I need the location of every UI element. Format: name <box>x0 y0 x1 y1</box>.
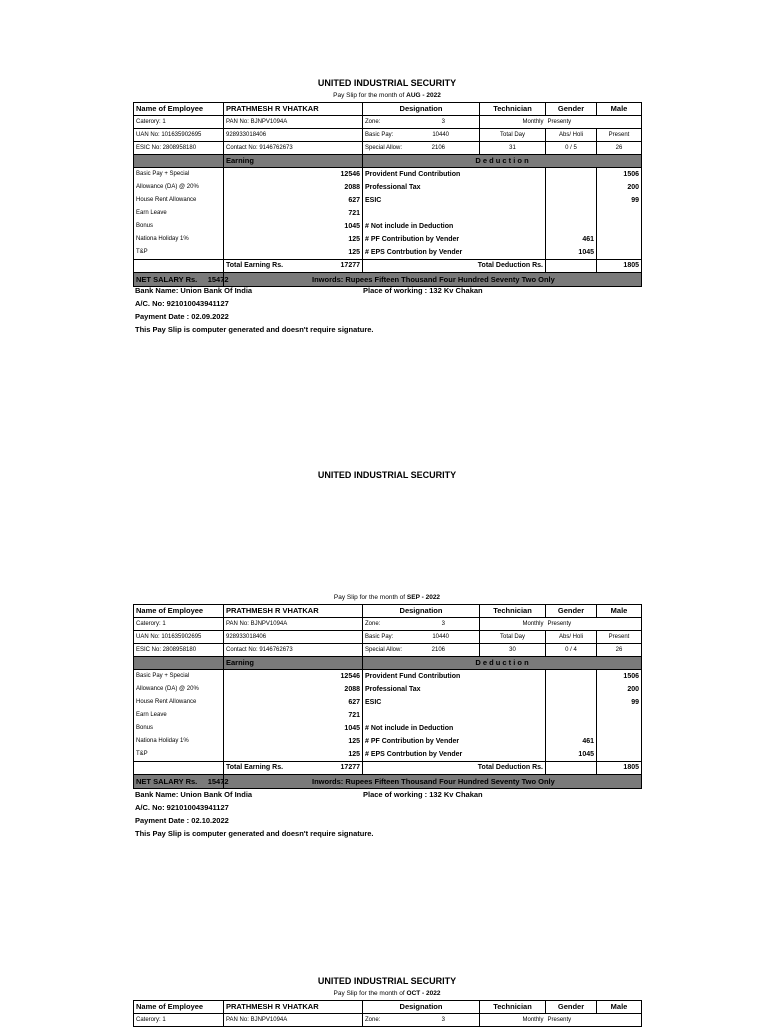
esic-number: ESIC No: 2808958180 <box>134 644 224 657</box>
earning-amount: 125 <box>224 735 363 748</box>
earning-item: Earn Leave <box>134 207 224 220</box>
earning-amount: 1045 <box>224 722 363 735</box>
designation-value: Technician <box>480 1001 546 1014</box>
total-deduction-label: Total Deduction Rs. <box>363 762 546 775</box>
earning-amount: 1045 <box>224 220 363 233</box>
gender-label: Gender <box>546 1001 597 1014</box>
deduction-mid <box>546 181 597 194</box>
earning-amount: 125 <box>224 246 363 260</box>
payslip-aug <box>133 76 641 336</box>
earning-item: Earn Leave <box>134 709 224 722</box>
aadhar-number: 928933018406 <box>224 129 363 142</box>
designation-value: Technician <box>480 103 546 116</box>
payment-date: Payment Date : 02.10.2022 <box>135 816 229 825</box>
deduction-amount: 1506 <box>597 670 642 684</box>
payslip-oct <box>133 974 641 1024</box>
deduction-header: D e d u c t i o n <box>363 657 642 670</box>
place-of-working: Place of working : 132 Kv Chakan <box>363 286 483 295</box>
present-label: Present <box>597 129 642 142</box>
deduction-amount <box>597 220 642 233</box>
earning-amount: 627 <box>224 696 363 709</box>
designation-value: Technician <box>480 605 546 618</box>
payslip-subtitle: Pay Slip for the month of AUG - 2022 <box>333 92 441 99</box>
deduction-item: ESIC <box>363 194 546 207</box>
basic-pay: Basic Pay: 10440 <box>363 129 480 142</box>
deduction-amount <box>597 735 642 748</box>
contact-number: Contact No: 9146762673 <box>224 644 363 657</box>
earning-item: House Rent Allowance <box>134 696 224 709</box>
earning-item: House Rent Allowance <box>134 194 224 207</box>
deduction-amount: 200 <box>597 683 642 696</box>
deduction-mid <box>546 709 597 722</box>
total-deduction-value: 1805 <box>597 762 642 775</box>
total-earning: Total Earning Rs. 17277 <box>224 260 363 273</box>
net-inwords: Inwords: Rupees Fifteen Thousand Four Hundred Seventy Two Only <box>224 273 642 287</box>
total-day-label: Total Day <box>480 129 546 142</box>
deduction-amount: 99 <box>597 696 642 709</box>
company-title: UNITED INDUSTRIAL SECURITY <box>317 976 457 986</box>
name-label: Name of Employee <box>134 1001 224 1014</box>
designation-label: Designation <box>363 1001 480 1014</box>
net-salary: NET SALARY Rs. 15472 <box>134 775 224 789</box>
account-number: A/C. No: 921010043941127 <box>135 299 229 308</box>
computer-generated-note: This Pay Slip is computer generated and doesn't require signature. <box>135 829 374 838</box>
deduction-amount: 1506 <box>597 168 642 182</box>
deduction-mid <box>546 220 597 233</box>
pan-number: PAN No: BJNPV1094A <box>224 618 363 631</box>
special-allowance: Special Allow: 2106 <box>363 142 480 155</box>
earning-item: Bonus <box>134 220 224 233</box>
deduction-amount: 99 <box>597 194 642 207</box>
abs-holi-label: Abs/ Holi <box>546 631 597 644</box>
deduction-mid: 461 <box>546 233 597 246</box>
deduction-item <box>363 709 546 722</box>
earning-amount: 125 <box>224 748 363 762</box>
earning-item: Basic Pay + Special <box>134 168 224 182</box>
deduction-item <box>363 207 546 220</box>
deduction-item: # EPS Contrbution by Vender <box>363 748 546 762</box>
deduction-mid: 1045 <box>546 246 597 260</box>
presenty-label: Presenty <box>546 618 642 631</box>
total-day-label: Total Day <box>480 631 546 644</box>
earning-header: Earning <box>224 155 363 168</box>
deduction-amount <box>597 748 642 762</box>
earning-item: Nationa Holiday 1% <box>134 735 224 748</box>
gender-label: Gender <box>546 103 597 116</box>
earning-item: Allowance (DA) @ 20% <box>134 683 224 696</box>
employee-name: PRATHMESH R VHATKAR <box>224 1001 363 1014</box>
deduction-item: # Not include in Deduction <box>363 220 546 233</box>
gender-value: Male <box>597 103 642 116</box>
payment-date: Payment Date : 02.09.2022 <box>135 312 229 321</box>
present-value: 26 <box>597 142 642 155</box>
deduction-header: D e d u c t i o n <box>363 155 642 168</box>
company-title: UNITED INDUSTRIAL SECURITY <box>317 470 457 480</box>
earning-amount: 12546 <box>224 168 363 182</box>
total-day-value: 31 <box>480 142 546 155</box>
deduction-mid <box>546 722 597 735</box>
deduction-item: ESIC <box>363 696 546 709</box>
earning-item: T&P <box>134 246 224 260</box>
zone: Zone: 3 <box>363 116 480 129</box>
abs-holi-value: 0 / 5 <box>546 142 597 155</box>
monthly-label: Monthly <box>480 116 546 129</box>
present-label: Present <box>597 631 642 644</box>
pan-number: PAN No: BJNPV1094A <box>224 1014 363 1027</box>
presenty-label: Presenty <box>546 1014 642 1027</box>
payslip-subtitle: Pay Slip for the month of OCT - 2022 <box>333 990 441 997</box>
deduction-amount <box>597 709 642 722</box>
esic-number: ESIC No: 2808958180 <box>134 142 224 155</box>
earning-item: Basic Pay + Special <box>134 670 224 684</box>
gender-value: Male <box>597 1001 642 1014</box>
employee-name: PRATHMESH R VHATKAR <box>224 605 363 618</box>
earning-amount: 2088 <box>224 181 363 194</box>
deduction-item: Professional Tax <box>363 181 546 194</box>
zone: Zone: 3 <box>363 1014 480 1027</box>
total-deduction-label: Total Deduction Rs. <box>363 260 546 273</box>
bank-name: Bank Name: Union Bank Of India <box>135 286 253 295</box>
deduction-item: # PF Contribution by Vender <box>363 233 546 246</box>
special-allowance: Special Allow: 2106 <box>363 644 480 657</box>
uan-number: UAN No: 101635902695 <box>134 129 224 142</box>
abs-holi-label: Abs/ Holi <box>546 129 597 142</box>
designation-label: Designation <box>363 103 480 116</box>
monthly-label: Monthly <box>480 618 546 631</box>
deduction-item: # Not include in Deduction <box>363 722 546 735</box>
basic-pay: Basic Pay: 10440 <box>363 631 480 644</box>
gender-label: Gender <box>546 605 597 618</box>
deduction-mid <box>546 168 597 182</box>
total-earning: Total Earning Rs. 17277 <box>224 762 363 775</box>
pan-number: PAN No: BJNPV1094A <box>224 116 363 129</box>
deduction-item: # PF Contribution by Vender <box>363 735 546 748</box>
deduction-item: # EPS Contrbution by Vender <box>363 246 546 260</box>
net-inwords: Inwords: Rupees Fifteen Thousand Four Hundred Seventy Two Only <box>224 775 642 789</box>
deduction-amount <box>597 722 642 735</box>
deduction-mid <box>546 696 597 709</box>
payslip-table <box>133 1000 642 1027</box>
category: Caterory: 1 <box>134 618 224 631</box>
earning-amount: 721 <box>224 207 363 220</box>
earning-item: T&P <box>134 748 224 762</box>
uan-number: UAN No: 101635902695 <box>134 631 224 644</box>
earning-item: Bonus <box>134 722 224 735</box>
gender-value: Male <box>597 605 642 618</box>
employee-name: PRATHMESH R VHATKAR <box>224 103 363 116</box>
account-number: A/C. No: 921010043941127 <box>135 803 229 812</box>
earning-amount: 721 <box>224 709 363 722</box>
earning-amount: 2088 <box>224 683 363 696</box>
total-day-value: 30 <box>480 644 546 657</box>
deduction-mid <box>546 683 597 696</box>
name-label: Name of Employee <box>134 103 224 116</box>
earning-amount: 125 <box>224 233 363 246</box>
earning-item: Nationa Holiday 1% <box>134 233 224 246</box>
payslip-subtitle: Pay Slip for the month of SEP - 2022 <box>333 594 441 601</box>
bank-name: Bank Name: Union Bank Of India <box>135 790 253 799</box>
net-salary: NET SALARY Rs. 15472 <box>134 273 224 287</box>
computer-generated-note: This Pay Slip is computer generated and doesn't require signature. <box>135 325 374 334</box>
category: Caterory: 1 <box>134 1014 224 1027</box>
deduction-mid: 1045 <box>546 748 597 762</box>
deduction-amount: 200 <box>597 181 642 194</box>
deduction-amount <box>597 233 642 246</box>
abs-holi-value: 0 / 4 <box>546 644 597 657</box>
zone: Zone: 3 <box>363 618 480 631</box>
earning-amount: 12546 <box>224 670 363 684</box>
deduction-item: Professional Tax <box>363 683 546 696</box>
aadhar-number: 928933018406 <box>224 631 363 644</box>
present-value: 26 <box>597 644 642 657</box>
earning-amount: 627 <box>224 194 363 207</box>
earning-header: Earning <box>224 657 363 670</box>
contact-number: Contact No: 9146762673 <box>224 142 363 155</box>
deduction-amount <box>597 207 642 220</box>
deduction-mid: 461 <box>546 735 597 748</box>
presenty-label: Presenty <box>546 116 642 129</box>
place-of-working: Place of working : 132 Kv Chakan <box>363 790 483 799</box>
deduction-item: Provident Fund Contribution <box>363 670 546 684</box>
total-deduction-value: 1805 <box>597 260 642 273</box>
deduction-mid <box>546 194 597 207</box>
payslip-table <box>133 604 642 789</box>
name-label: Name of Employee <box>134 605 224 618</box>
company-title: UNITED INDUSTRIAL SECURITY <box>317 78 457 88</box>
deduction-item: Provident Fund Contribution <box>363 168 546 182</box>
payslip-sep <box>133 590 641 840</box>
deduction-amount <box>597 246 642 260</box>
payslip-table <box>133 102 642 287</box>
category: Caterory: 1 <box>134 116 224 129</box>
monthly-label: Monthly <box>480 1014 546 1027</box>
deduction-mid <box>546 670 597 684</box>
deduction-mid <box>546 207 597 220</box>
earning-item: Allowance (DA) @ 20% <box>134 181 224 194</box>
designation-label: Designation <box>363 605 480 618</box>
